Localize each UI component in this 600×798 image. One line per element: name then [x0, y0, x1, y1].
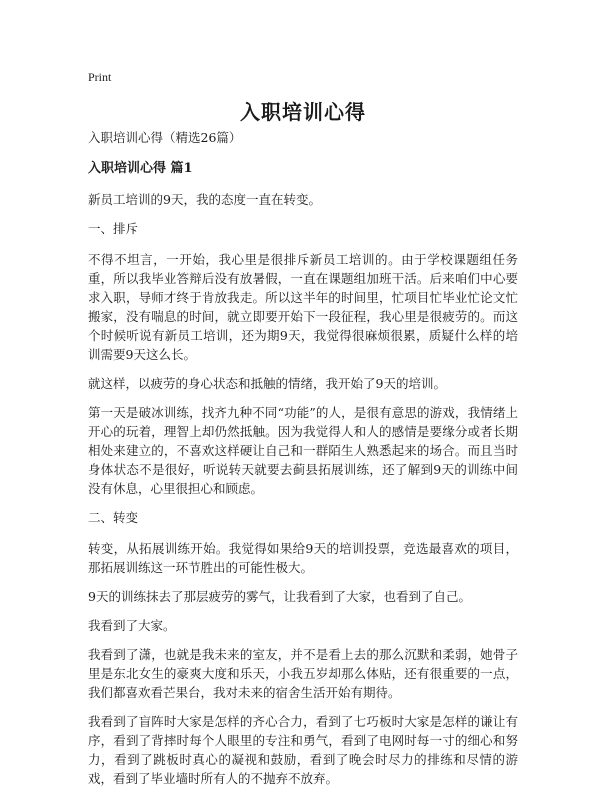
paragraph: 不得不坦言，一开始，我心里是很排斥新员工培训的。由于学校课题组任务重，所以我毕业答辩后没有放暑假，一直在课题组加班干活。后来咱们中心要求入职，导师才终于肯放我走。所以这半年的时间里，忙项目忙毕业忙论文忙搬家，没有喘息的时间，就立即要开始下一段征程，我心里是很疲劳的。而这个时候听说有新员工培训，还为期9天，我觉得很麻烦很累，质疑什么样的培训需要9天这么长。 [88, 252, 518, 362]
print-link[interactable]: Print [88, 70, 112, 84]
paragraph: 转变，从拓展训练开始。我觉得如果给9天的培训投票，竞选最喜欢的项目，那拓展训练这一环节胜出的可能性极大。 [88, 541, 518, 575]
paragraph: 我看到了盲阵时大家是怎样的齐心合力，看到了七巧板时大家是怎样的谦让有序，看到了背摔时每个人眼里的专注和勇气，看到了电网时每一寸的细心和努力，看到了跳板时真心的凝视和鼓励，看到了晚会时尽力的排练和尽情的游戏，看到了毕业墙时所有人的不抛弃不放弃。 [88, 714, 518, 786]
document-subtitle: 入职培训心得（精选26篇） [88, 130, 242, 145]
paragraph: 就这样，以疲劳的身心状态和抵触的情绪，我开始了9天的培训。 [88, 376, 446, 391]
paragraph: 9天的训练抹去了那层疲劳的雾气，让我看到了大家，也看到了自己。 [88, 589, 471, 604]
paragraph: 我看到了大家。 [88, 618, 176, 633]
article-title: 入职培训心得 篇1 [88, 161, 193, 176]
section-heading-change: 二、转变 [88, 510, 139, 525]
page-title: 入职培训心得 [240, 100, 366, 124]
section-heading-rejection: 一、排斥 [88, 221, 139, 236]
paragraph: 第一天是破冰训练，找齐九种不同“功能”的人，是很有意思的游戏，我情绪上开心的玩着，理智上却仍然抵触。因为我觉得人和人的感情是要缘分或者长期相处来建立的，不喜欢这样硬让自己和一群陌生人熟悉起来的场合。而且当时身体状态不是很好，听说转天就要去蓟县拓展训练，还了解到9天的训练中间没有休息，心里很担心和顾虑。 [88, 405, 518, 496]
paragraph: 新员工培训的9天，我的态度一直在转变。 [88, 192, 321, 207]
document-body [88, 128, 518, 798]
paragraph: 我看到了潇，也就是我未来的室友，并不是看上去的那么沉默和柔弱，她骨子里是东北女生的豪爽大度和乐天，小我五岁却那么体贴，还有很重要的一点，我们都喜欢看芒果台，我对未来的宿舍生活开始有期待。 [88, 647, 518, 700]
